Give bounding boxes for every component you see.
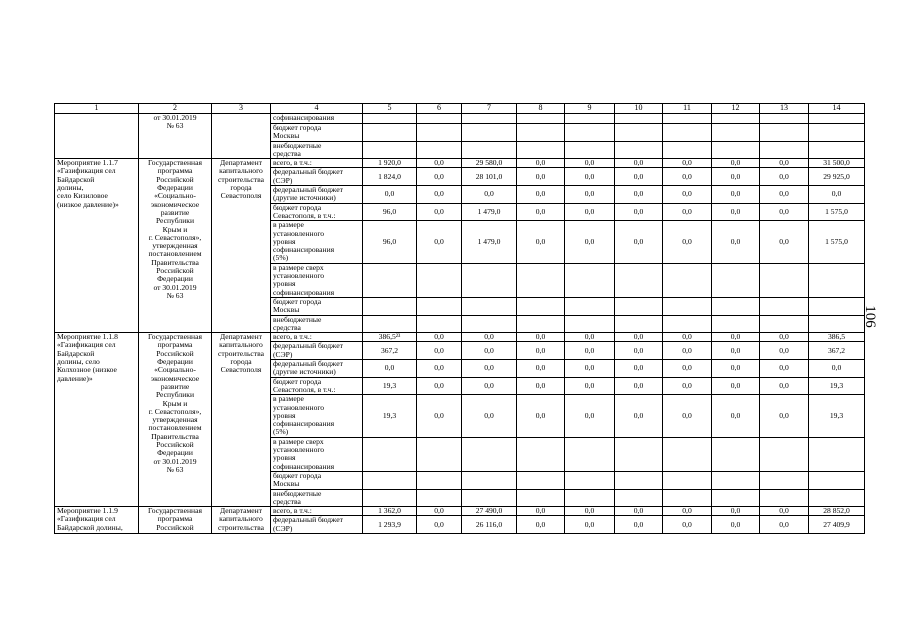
value-cell: 19,3 bbox=[363, 395, 417, 438]
value-cell: 0,0 bbox=[565, 203, 615, 221]
value-cell: 0,0 bbox=[462, 333, 517, 342]
value-cell: 1 824,0 bbox=[363, 168, 417, 186]
value-cell bbox=[517, 297, 565, 315]
value-cell: 386,5²³ bbox=[363, 333, 417, 342]
value-cell: 0,0 bbox=[663, 360, 712, 378]
funding-source-label: всего, в т.ч.: bbox=[271, 507, 363, 516]
value-cell bbox=[417, 471, 462, 489]
value-cell bbox=[363, 141, 417, 159]
value-cell: 19,3 bbox=[363, 377, 417, 395]
value-cell: 0,0 bbox=[565, 377, 615, 395]
value-cell bbox=[363, 315, 417, 333]
value-cell bbox=[417, 489, 462, 507]
value-cell: 0,0 bbox=[760, 159, 809, 168]
value-cell: 0,0 bbox=[417, 186, 462, 204]
header-cell: 4 bbox=[271, 104, 363, 114]
value-cell: 0,0 bbox=[462, 395, 517, 438]
funding-source-label: внебюджетные средства bbox=[271, 315, 363, 333]
value-cell: 96,0 bbox=[363, 221, 417, 264]
value-cell: 0,0 bbox=[517, 168, 565, 186]
value-cell: 31 500,0 bbox=[809, 159, 865, 168]
value-cell: 0,0 bbox=[663, 395, 712, 438]
funding-source-label: в размере сверх установленного уровня софинансирования bbox=[271, 263, 363, 297]
executor-cell: Департамент капитального строительства bbox=[212, 507, 271, 534]
value-cell bbox=[363, 489, 417, 507]
value-cell bbox=[809, 114, 865, 124]
value-cell bbox=[462, 437, 517, 471]
value-cell bbox=[760, 124, 809, 142]
table-row bbox=[55, 114, 865, 124]
value-cell: 28 852,0 bbox=[809, 507, 865, 516]
value-cell bbox=[417, 297, 462, 315]
header-cell: 11 bbox=[663, 104, 712, 114]
header-cell: 3 bbox=[212, 104, 271, 114]
value-cell: 0,0 bbox=[615, 342, 663, 360]
value-cell bbox=[417, 114, 462, 124]
value-cell bbox=[809, 124, 865, 142]
value-cell bbox=[517, 141, 565, 159]
value-cell: 1 575,0 bbox=[809, 221, 865, 264]
value-cell bbox=[663, 471, 712, 489]
value-cell: 0,0 bbox=[712, 221, 760, 264]
value-cell bbox=[517, 263, 565, 297]
value-cell bbox=[517, 114, 565, 124]
value-cell bbox=[565, 297, 615, 315]
value-cell bbox=[565, 471, 615, 489]
value-cell bbox=[809, 437, 865, 471]
value-cell: 0,0 bbox=[663, 203, 712, 221]
value-cell: 0,0 bbox=[663, 333, 712, 342]
funding-source-label: в размере сверх установленного уровня софинансирования bbox=[271, 437, 363, 471]
value-cell bbox=[712, 489, 760, 507]
value-cell bbox=[760, 141, 809, 159]
value-cell bbox=[462, 489, 517, 507]
value-cell: 0,0 bbox=[615, 168, 663, 186]
value-cell: 96,0 bbox=[363, 203, 417, 221]
header-cell: 8 bbox=[517, 104, 565, 114]
value-cell bbox=[663, 124, 712, 142]
value-cell bbox=[565, 124, 615, 142]
value-cell: 0,0 bbox=[363, 360, 417, 378]
value-cell: 1 920,0 bbox=[363, 159, 417, 168]
value-cell: 0,0 bbox=[615, 221, 663, 264]
value-cell bbox=[363, 437, 417, 471]
funding-source-label: внебюджетные средства bbox=[271, 141, 363, 159]
header-cell: 13 bbox=[760, 104, 809, 114]
value-cell bbox=[712, 315, 760, 333]
header-cell: 7 bbox=[462, 104, 517, 114]
value-cell: 0,0 bbox=[517, 360, 565, 378]
header-cell: 9 bbox=[565, 104, 615, 114]
value-cell: 0,0 bbox=[760, 507, 809, 516]
value-cell: 0,0 bbox=[712, 342, 760, 360]
value-cell bbox=[462, 114, 517, 124]
value-cell bbox=[809, 315, 865, 333]
value-cell: 0,0 bbox=[760, 377, 809, 395]
executor-cell: Департамент капитального строительства города Севастополя bbox=[212, 159, 271, 333]
value-cell: 0,0 bbox=[565, 395, 615, 438]
value-cell bbox=[615, 471, 663, 489]
header-cell: 10 bbox=[615, 104, 663, 114]
value-cell bbox=[462, 141, 517, 159]
value-cell: 0,0 bbox=[615, 186, 663, 204]
header-cell: 1 bbox=[55, 104, 139, 114]
table-row bbox=[55, 333, 865, 342]
header-cell: 14 bbox=[809, 104, 865, 114]
value-cell bbox=[517, 315, 565, 333]
value-cell: 0,0 bbox=[760, 186, 809, 204]
value-cell: 19,3 bbox=[809, 395, 865, 438]
value-cell: 0,0 bbox=[417, 377, 462, 395]
value-cell: 0,0 bbox=[517, 333, 565, 342]
value-cell: 0,0 bbox=[565, 168, 615, 186]
table-row bbox=[55, 507, 865, 516]
header-cell: 12 bbox=[712, 104, 760, 114]
value-cell: 0,0 bbox=[417, 203, 462, 221]
program-cell: Государственная программа Российской bbox=[139, 507, 212, 534]
program-cell: от 30.01.2019 № 63 bbox=[139, 114, 212, 159]
value-cell bbox=[712, 124, 760, 142]
value-cell: 0,0 bbox=[417, 333, 462, 342]
value-cell: 0,0 bbox=[615, 395, 663, 438]
funding-source-label: федеральный бюджет (СЭР) bbox=[271, 516, 363, 534]
header-cell: 2 bbox=[139, 104, 212, 114]
value-cell: 0,0 bbox=[760, 342, 809, 360]
value-cell bbox=[565, 263, 615, 297]
value-cell bbox=[760, 114, 809, 124]
value-cell: 0,0 bbox=[712, 507, 760, 516]
executor-cell: Департамент капитального строительства города Севастополя bbox=[212, 333, 271, 507]
value-cell: 26 116,0 bbox=[462, 516, 517, 534]
value-cell: 0,0 bbox=[615, 516, 663, 534]
value-cell: 0,0 bbox=[517, 395, 565, 438]
funding-source-label: федеральный бюджет (СЭР) bbox=[271, 342, 363, 360]
value-cell bbox=[462, 315, 517, 333]
value-cell bbox=[517, 437, 565, 471]
page-number: 106 bbox=[861, 305, 878, 328]
value-cell bbox=[462, 124, 517, 142]
value-cell: 367,2 bbox=[809, 342, 865, 360]
value-cell: 367,2 bbox=[363, 342, 417, 360]
funding-source-label: софинансирования bbox=[271, 114, 363, 124]
value-cell bbox=[663, 489, 712, 507]
value-cell bbox=[615, 315, 663, 333]
value-cell bbox=[363, 471, 417, 489]
value-cell bbox=[809, 471, 865, 489]
value-cell: 0,0 bbox=[809, 360, 865, 378]
value-cell: 0,0 bbox=[517, 342, 565, 360]
value-cell bbox=[760, 489, 809, 507]
value-cell bbox=[663, 437, 712, 471]
funding-source-label: внебюджетные средства bbox=[271, 489, 363, 507]
value-cell: 0,0 bbox=[760, 333, 809, 342]
funding-source-label: федеральный бюджет (другие источники) bbox=[271, 186, 363, 204]
value-cell bbox=[615, 114, 663, 124]
value-cell bbox=[809, 263, 865, 297]
value-cell bbox=[615, 297, 663, 315]
value-cell bbox=[809, 297, 865, 315]
value-cell: 0,0 bbox=[712, 377, 760, 395]
funding-source-label: федеральный бюджет (СЭР) bbox=[271, 168, 363, 186]
value-cell: 0,0 bbox=[615, 159, 663, 168]
value-cell bbox=[663, 297, 712, 315]
value-cell bbox=[663, 141, 712, 159]
funding-source-label: федеральный бюджет (другие источники) bbox=[271, 360, 363, 378]
value-cell: 0,0 bbox=[462, 186, 517, 204]
value-cell: 0,0 bbox=[517, 221, 565, 264]
value-cell bbox=[462, 297, 517, 315]
budget-table bbox=[54, 103, 865, 534]
value-cell: 0,0 bbox=[760, 516, 809, 534]
value-cell: 27 409,9 bbox=[809, 516, 865, 534]
funding-source-label: бюджет города Москвы bbox=[271, 297, 363, 315]
value-cell: 0,0 bbox=[712, 360, 760, 378]
value-cell bbox=[417, 263, 462, 297]
value-cell bbox=[760, 471, 809, 489]
value-cell bbox=[363, 114, 417, 124]
value-cell bbox=[462, 263, 517, 297]
value-cell: 0,0 bbox=[809, 186, 865, 204]
value-cell: 1 575,0 bbox=[809, 203, 865, 221]
value-cell: 0,0 bbox=[760, 168, 809, 186]
value-cell: 0,0 bbox=[760, 221, 809, 264]
value-cell: 0,0 bbox=[712, 516, 760, 534]
value-cell bbox=[417, 141, 462, 159]
value-cell: 0,0 bbox=[462, 377, 517, 395]
measure-cell: Мероприятие 1.1.8 «Газификация сел Байдарской долины, село Колхозное (низкое давление)» bbox=[55, 333, 139, 507]
value-cell bbox=[663, 263, 712, 297]
value-cell: 0,0 bbox=[712, 186, 760, 204]
value-cell: 0,0 bbox=[565, 221, 615, 264]
value-cell: 0,0 bbox=[417, 507, 462, 516]
value-cell bbox=[517, 471, 565, 489]
value-cell bbox=[417, 315, 462, 333]
value-cell bbox=[615, 141, 663, 159]
value-cell: 0,0 bbox=[760, 203, 809, 221]
funding-source-label: в размере установленного уровня софинансирования (5%) bbox=[271, 395, 363, 438]
value-cell bbox=[417, 437, 462, 471]
value-cell: 0,0 bbox=[760, 360, 809, 378]
value-cell bbox=[809, 489, 865, 507]
value-cell: 28 101,0 bbox=[462, 168, 517, 186]
value-cell bbox=[809, 141, 865, 159]
value-cell: 0,0 bbox=[517, 159, 565, 168]
header-cell: 6 bbox=[417, 104, 462, 114]
value-cell: 0,0 bbox=[417, 395, 462, 438]
value-cell: 0,0 bbox=[565, 342, 615, 360]
funding-source-label: бюджет города Москвы bbox=[271, 471, 363, 489]
program-cell: Государственная программа Российской Федерации «Социально- экономическое развитие Республики Крым и г. Севастополя», утвержденная постановлением Правительства Российской Федерации от 30.01.2019 № 63 bbox=[139, 159, 212, 333]
value-cell bbox=[760, 437, 809, 471]
value-cell bbox=[417, 124, 462, 142]
value-cell bbox=[363, 297, 417, 315]
value-cell bbox=[462, 471, 517, 489]
funding-source-label: бюджет города Севастополя, в т.ч.: bbox=[271, 203, 363, 221]
value-cell: 0,0 bbox=[565, 507, 615, 516]
value-cell: 0,0 bbox=[417, 159, 462, 168]
value-cell: 29 925,0 bbox=[809, 168, 865, 186]
value-cell bbox=[565, 315, 615, 333]
value-cell bbox=[760, 263, 809, 297]
value-cell: 0,0 bbox=[565, 516, 615, 534]
value-cell: 0,0 bbox=[615, 507, 663, 516]
value-cell: 0,0 bbox=[712, 159, 760, 168]
value-cell: 0,0 bbox=[760, 395, 809, 438]
value-cell: 1 479,0 bbox=[462, 203, 517, 221]
value-cell bbox=[712, 471, 760, 489]
value-cell: 0,0 bbox=[517, 203, 565, 221]
table-row bbox=[55, 159, 865, 168]
measure-cell bbox=[55, 114, 139, 159]
value-cell: 0,0 bbox=[712, 395, 760, 438]
value-cell: 19,3 bbox=[809, 377, 865, 395]
value-cell: 0,0 bbox=[565, 360, 615, 378]
value-cell bbox=[712, 437, 760, 471]
value-cell bbox=[565, 114, 615, 124]
value-cell bbox=[712, 141, 760, 159]
value-cell: 0,0 bbox=[663, 507, 712, 516]
value-cell: 0,0 bbox=[517, 377, 565, 395]
value-cell bbox=[565, 437, 615, 471]
value-cell: 0,0 bbox=[417, 168, 462, 186]
value-cell bbox=[712, 263, 760, 297]
value-cell: 1 293,9 bbox=[363, 516, 417, 534]
value-cell: 0,0 bbox=[517, 507, 565, 516]
program-cell: Государственная программа Российской Федерации «Социально- экономическое развитие Республики Крым и г. Севастополя», утвержденная постановлением Правительства Российской Федерации от 30.01.2019 № 63 bbox=[139, 333, 212, 507]
value-cell: 1 479,0 bbox=[462, 221, 517, 264]
value-cell: 0,0 bbox=[417, 221, 462, 264]
funding-source-label: в размере установленного уровня софинансирования (5%) bbox=[271, 221, 363, 264]
value-cell: 0,0 bbox=[565, 159, 615, 168]
value-cell: 29 580,0 bbox=[462, 159, 517, 168]
value-cell: 0,0 bbox=[615, 203, 663, 221]
value-cell bbox=[615, 263, 663, 297]
measure-cell: Мероприятие 1.1.9 «Газификация сел Байдарской долины, bbox=[55, 507, 139, 534]
value-cell bbox=[517, 124, 565, 142]
value-cell: 0,0 bbox=[615, 333, 663, 342]
funding-source-label: всего, в т.ч.: bbox=[271, 333, 363, 342]
value-cell: 0,0 bbox=[565, 186, 615, 204]
value-cell: 0,0 bbox=[615, 377, 663, 395]
value-cell: 1 362,0 bbox=[363, 507, 417, 516]
header-row bbox=[55, 104, 865, 114]
value-cell bbox=[565, 489, 615, 507]
value-cell: 0,0 bbox=[663, 186, 712, 204]
value-cell bbox=[615, 124, 663, 142]
value-cell: 0,0 bbox=[565, 333, 615, 342]
value-cell: 0,0 bbox=[417, 342, 462, 360]
value-cell: 0,0 bbox=[663, 516, 712, 534]
value-cell: 0,0 bbox=[417, 516, 462, 534]
value-cell: 0,0 bbox=[462, 342, 517, 360]
value-cell: 0,0 bbox=[615, 360, 663, 378]
value-cell bbox=[760, 315, 809, 333]
value-cell bbox=[712, 297, 760, 315]
value-cell: 0,0 bbox=[712, 203, 760, 221]
value-cell bbox=[615, 489, 663, 507]
funding-source-label: бюджет города Москвы bbox=[271, 124, 363, 142]
value-cell bbox=[663, 315, 712, 333]
value-cell bbox=[363, 263, 417, 297]
value-cell: 0,0 bbox=[663, 159, 712, 168]
value-cell: 0,0 bbox=[663, 221, 712, 264]
value-cell: 0,0 bbox=[663, 377, 712, 395]
value-cell bbox=[615, 437, 663, 471]
header-cell: 5 bbox=[363, 104, 417, 114]
value-cell bbox=[760, 297, 809, 315]
executor-cell bbox=[212, 114, 271, 159]
value-cell: 386,5 bbox=[809, 333, 865, 342]
funding-source-label: бюджет города Севастополя, в т.ч.: bbox=[271, 377, 363, 395]
value-cell: 0,0 bbox=[363, 186, 417, 204]
value-cell: 0,0 bbox=[712, 333, 760, 342]
value-cell: 0,0 bbox=[712, 168, 760, 186]
value-cell: 0,0 bbox=[663, 342, 712, 360]
value-cell bbox=[363, 124, 417, 142]
value-cell bbox=[565, 141, 615, 159]
value-cell: 0,0 bbox=[417, 360, 462, 378]
funding-source-label: всего, в т.ч.: bbox=[271, 159, 363, 168]
value-cell: 0,0 bbox=[517, 186, 565, 204]
value-cell bbox=[712, 114, 760, 124]
value-cell: 0,0 bbox=[517, 516, 565, 534]
value-cell bbox=[517, 489, 565, 507]
value-cell: 27 490,0 bbox=[462, 507, 517, 516]
value-cell: 0,0 bbox=[462, 360, 517, 378]
value-cell bbox=[663, 114, 712, 124]
value-cell: 0,0 bbox=[663, 168, 712, 186]
measure-cell: Мероприятие 1.1.7 «Газификация сел Байдарской долины, село Кизиловое (низкое давление)» bbox=[55, 159, 139, 333]
